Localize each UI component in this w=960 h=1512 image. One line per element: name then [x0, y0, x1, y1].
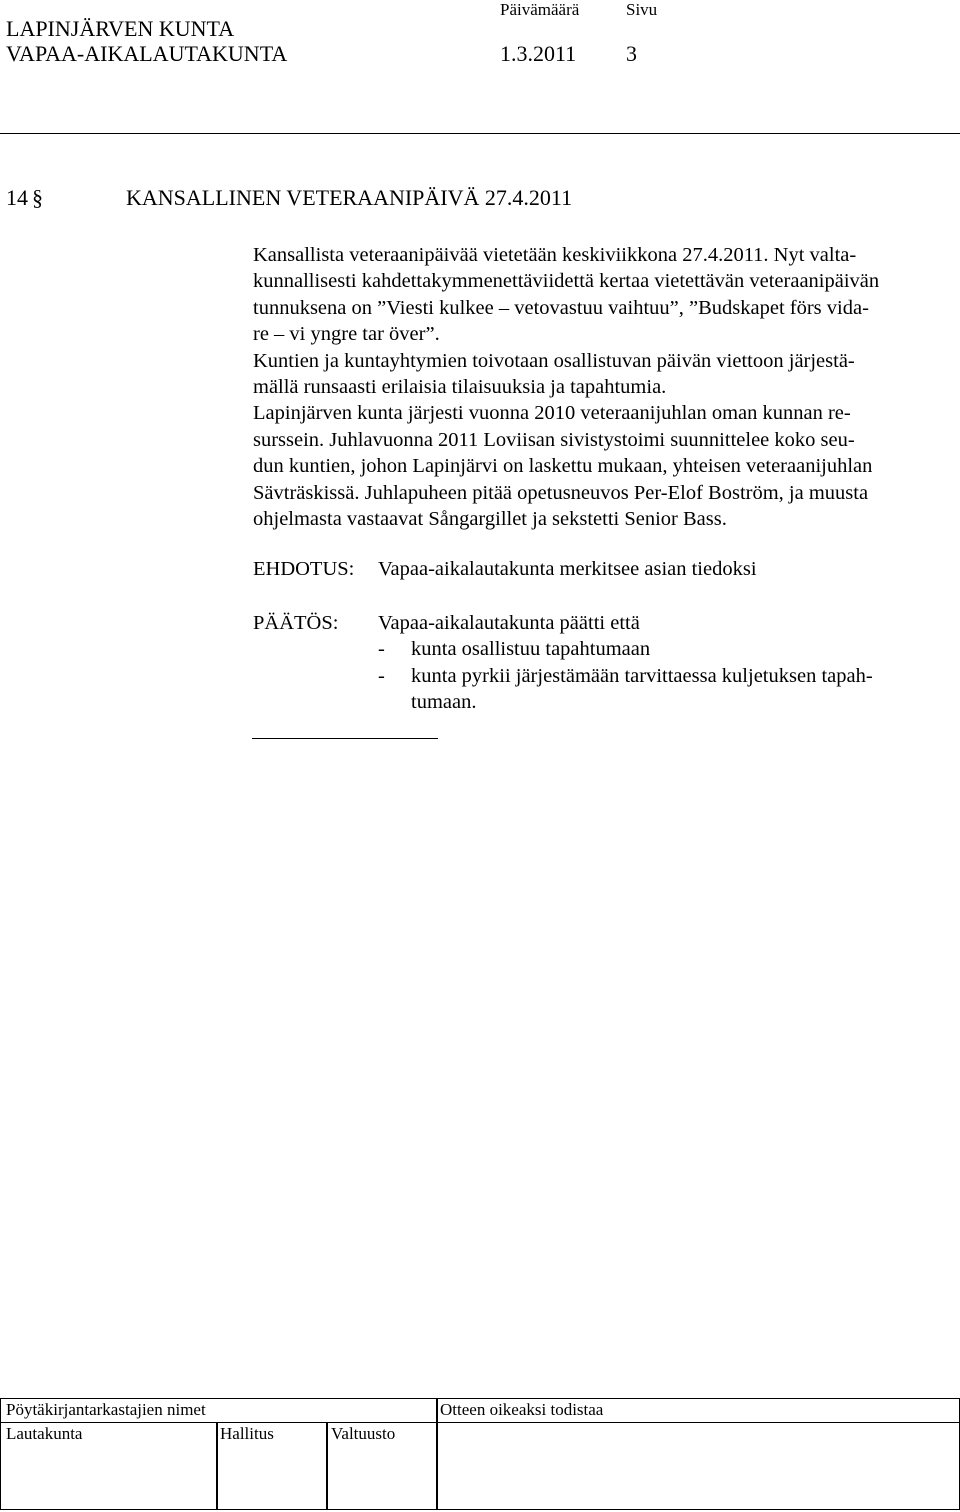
list-dash: -: [378, 665, 385, 687]
body-text: [253, 242, 953, 532]
date-label: Päivämäärä: [500, 0, 580, 19]
body-valtuusto: Valtuusto: [331, 1424, 396, 1443]
footer-box-certify-area: [436, 1422, 960, 1510]
body-line: Lapinjärven kunta järjesti vuonna 2010 veteraanijuhlan oman kunnan re-: [253, 402, 851, 425]
organization-name: LAPINJÄRVEN KUNTA: [6, 16, 235, 41]
section-end-rule: [252, 738, 438, 739]
list-dash: -: [378, 638, 385, 660]
body-line: Kuntien ja kuntayhtymien toivotaan osallistuvan päivän viettoon järjestä-: [253, 349, 855, 372]
decision-item-2: kunta pyrkii järjestämään tarvittaessa kuljetuksen tapah-: [411, 665, 873, 687]
body-line: kunnallisesti kahdettakymmenettäviidettä kertaa vietettävän veteraanipäivän: [253, 270, 880, 293]
footer-box-hallitus: [216, 1422, 328, 1510]
page-number: 3: [626, 41, 637, 66]
proposal-label: EHDOTUS:: [253, 558, 355, 580]
meeting-date: 1.3.2011: [500, 41, 577, 66]
body-lautakunta: Lautakunta: [6, 1424, 83, 1443]
section-sign: §: [32, 185, 43, 210]
decision-item-2-continued: tumaan.: [411, 691, 477, 713]
footer-box-valtuusto: [326, 1422, 438, 1510]
section-number: 14: [6, 185, 28, 210]
body-line: dun kuntien, johon Lapinjärvi on laskettu mukaan, yhteisen veteraanijuhlan: [253, 455, 873, 478]
body-line: tunnuksena on ”Viesti kulkee – vetovastuu vaihtuu”, ”Budskapet förs vida-: [253, 296, 869, 319]
committee-name: VAPAA-AIKALAUTAKUNTA: [6, 41, 288, 66]
body-line: mällä runsaasti erilaisia tilaisuuksia ja tapahtumia.: [253, 376, 667, 399]
body-line: Kansallista veteraanipäivää vietetään keskiviikkona 27.4.2011. Nyt valta-: [253, 244, 857, 266]
decision-item-1: kunta osallistuu tapahtumaan: [411, 638, 651, 660]
footer-box-reviewers: [0, 1398, 438, 1423]
footer-box-lautakunta: [0, 1422, 218, 1510]
body-line: surssein. Juhlavuonna 2011 Loviisan sivistystoimi suunnittelee koko seu-: [253, 428, 855, 451]
reviewers-label: Pöytäkirjantarkastajien nimet: [6, 1400, 206, 1419]
decision-label: PÄÄTÖS:: [253, 612, 339, 634]
header-divider: [0, 133, 960, 134]
body-line: Sävträskissä. Juhlapuheen pitää opetusneuvos Per-Elof Boström, ja muusta: [253, 481, 869, 504]
decision-text: Vapaa-aikalautakunta päätti että: [378, 612, 640, 634]
body-line: re – vi yngre tar över”.: [253, 323, 440, 346]
footer-box-certify: [436, 1398, 960, 1423]
section-title: KANSALLINEN VETERAANIPÄIVÄ 27.4.2011: [126, 185, 573, 210]
body-line: ohjelmasta vastaavat Sångargillet ja sekstetti Senior Bass.: [253, 508, 727, 531]
page-label: Sivu: [626, 0, 658, 19]
certify-label: Otteen oikeaksi todistaa: [440, 1400, 604, 1419]
proposal-text: Vapaa-aikalautakunta merkitsee asian tiedoksi: [378, 558, 757, 580]
body-hallitus: Hallitus: [220, 1424, 274, 1443]
